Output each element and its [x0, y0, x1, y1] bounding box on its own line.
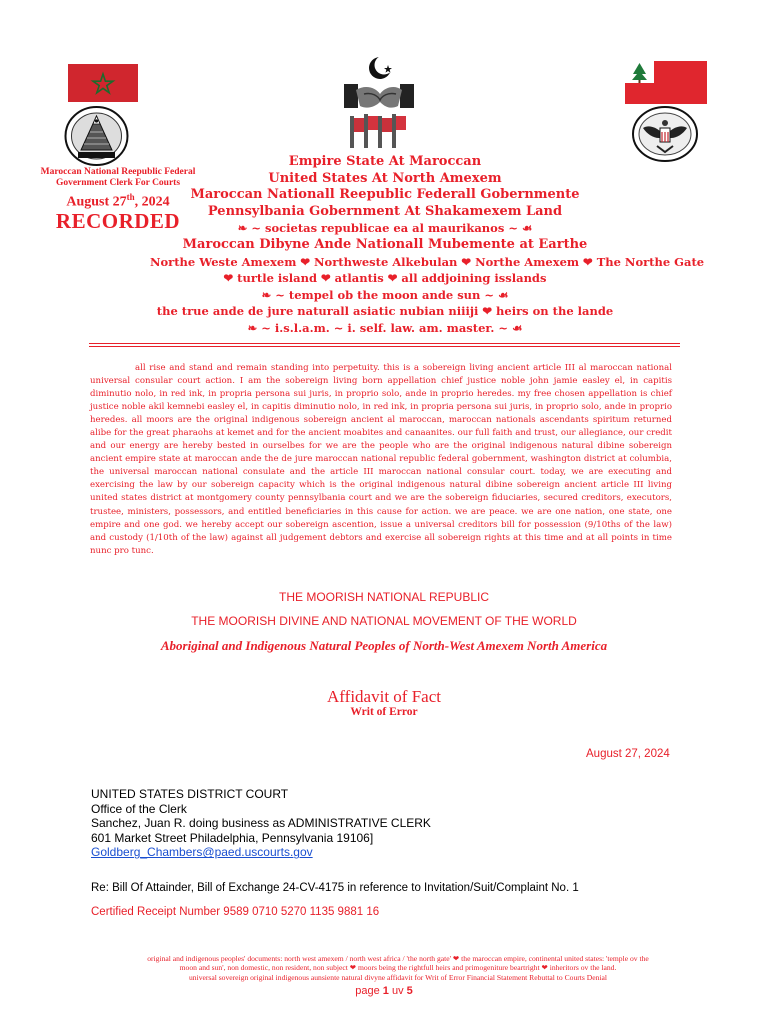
- proclamation-paragraph: all rise and stand and remain standing into perpetuity. this is a sobereign living ancient article III al maroccan national universal consular court action. I am the sobereign living born appellation chief justice noble john jamie easley el, in capitis diminutio nolo, in red ink, in propria persona sui juris, in proprio solo, ande in proprio heredes. my free chosen appellation is chief justice noble akil kemnebi easley el, in capitis diminutio nolo, in red ink, in propria persona sui juris, in proprio solo, ande in proprio heredes. all moors are the original indigenous sobereign ancient al maroccan, maroccan nationals ascendants spiritum returned alibe for the great pharaohs at kemet and for the ancient moabites and canaanites. our full faith and trust, our allegiance, our credit and our energy are hereby bested in ourselbes for we are the people who are the original indigenous natural dibine sobereign ancient empire state at maroccan ande the de jure maroccan national republic federal gobernment, washington district at columbia, the universal maroccan national consulate and the article III maroccan national consular court. today, we are executing and exercising the law by our sobereign capacity which is the original indigenous natural dibine sobereign ancient article III living united states district at montgomery county pennsylbania court and we are the sobereign fiduciaries, secured creditors, executors, trustee, ministers, possessors, and entitled beneficiaries in this cause for action. we are peace. we are one nation, one state, one empire and one god. we hereby accept our sobereign ascention, issue a universal creditors bill for possession (9/10ths of the law) and custody (1/10th of the law) against all judgement debtors and exercise all sobereign rights at this time and at all points in time nunc pro tunc.: [90, 363, 672, 556]
- ornament-icon: ☙: [521, 221, 533, 236]
- footer-line-2: moon and sun', non domestic, non resident, non subject ❤ moors being the rightfull heirs and primogeniture beartright ❤ inheritors ov the land.: [179, 963, 617, 973]
- republic-title: THE MOORISH NATIONAL REPUBLIC: [278, 590, 490, 604]
- re-line: Re: Bill Of Attainder, Bill of Exchange 24-CV-4175 in reference to Invitation/Suit/Complaint No. 1: [91, 882, 579, 894]
- pyramid-seal-icon: [64, 106, 129, 166]
- ornament-icon: ❧: [247, 320, 258, 335]
- document-header: [150, 154, 705, 337]
- header-line-6: Maroccan Dibyne Ande Nationall Mubemente at Earthe: [182, 236, 588, 252]
- divider-rule: [89, 346, 680, 347]
- address-line-3: Sanchez, Juan R. doing business as ADMINISTRATIVE CLERK: [91, 816, 431, 831]
- movement-title: THE MOORISH DIVINE AND NATIONAL MOVEMENT OF THE WORLD: [191, 614, 577, 628]
- recipient-address: [91, 787, 431, 860]
- clerk-email-link[interactable]: Goldberg_Chambers@paed.uscourts.gov: [91, 845, 313, 860]
- footer-note: [120, 954, 676, 982]
- stamp-line-2: Government Clerk For Courts: [55, 178, 181, 188]
- page-number: page 1 uv 5: [355, 985, 413, 997]
- footer-line-3: universal sovereign original indigenous aunsiente natural divyne affidavit for Writ of Error Financial Statement Rebuttal to Courts Denial: [188, 972, 608, 982]
- footer-line-1: original and indigenous peoples' documents: north west amexem / north west africa / 'the north gate' ❤ the maroccan empire, continental united states: 'temple ov the: [147, 954, 649, 963]
- address-line-1: UNITED STATES DISTRICT COURT: [91, 787, 289, 801]
- aboriginal-subtitle: Aboriginal and Indigenous Natural Peoples of North-West Amexem North America: [160, 638, 608, 653]
- header-line-2: United States At North Amexem: [268, 170, 502, 186]
- header-line-11: ❧ ~ i.s.l.a.m. ~ i. self. law. am. master. ~ ☙: [247, 320, 523, 335]
- address-line-4: 601 Market Street Philadelphia, Pennsylvania 19106]: [91, 830, 374, 845]
- affidavit-title: Affidavit of Fact: [327, 687, 441, 706]
- header-line-10: the true ande de jure naturall asiatic nubian niiiji ❤ heirs on the lande: [156, 304, 614, 319]
- header-line-3: Maroccan Nationall Reepublic Federall Gobernmente: [190, 187, 580, 203]
- new-england-flag-icon: [625, 61, 707, 104]
- header-line-5: ❧ ~ societas republicae ea al maurikanos ~ ☙: [237, 221, 533, 236]
- certified-receipt: Certified Receipt Number 9589 0710 5270 1135 9881 16: [91, 906, 380, 918]
- stamp-date: August 27th, 2024: [66, 192, 170, 210]
- ornament-icon: ☙: [498, 287, 509, 302]
- ornament-icon: ❧: [237, 221, 248, 236]
- recorded-label: RECORDED: [55, 208, 181, 233]
- eagle-seal-icon: [631, 106, 699, 162]
- header-line-1: Empire State At Maroccan: [288, 154, 482, 169]
- divider-rule: [89, 343, 680, 344]
- stamp-line-1: Maroccan National Reepublic Federal: [40, 167, 196, 177]
- address-line-2: Office of the Clerk: [91, 801, 187, 816]
- writ-subtitle: Writ of Error: [350, 706, 418, 718]
- morocco-flag-icon: [68, 64, 138, 102]
- crescent-handshake-emblem-icon: [336, 54, 422, 154]
- header-line-4: Pennsylbania Gobernment At Shakamexem Land: [207, 203, 563, 219]
- ornament-icon: ☙: [512, 320, 523, 335]
- header-line-7: Northe Weste Amexem ❤ Northweste Alkebulan ❤ Northe Amexem ❤ The Northe Gate: [150, 254, 705, 269]
- ornament-icon: ❧: [261, 287, 272, 302]
- document-date: August 27, 2024: [586, 748, 670, 760]
- header-line-9: ❧ ~ tempel ob the moon ande sun ~ ☙: [261, 287, 509, 302]
- header-line-8: ❤ turtle island ❤ atlantis ❤ all addjoining isslands: [223, 271, 547, 286]
